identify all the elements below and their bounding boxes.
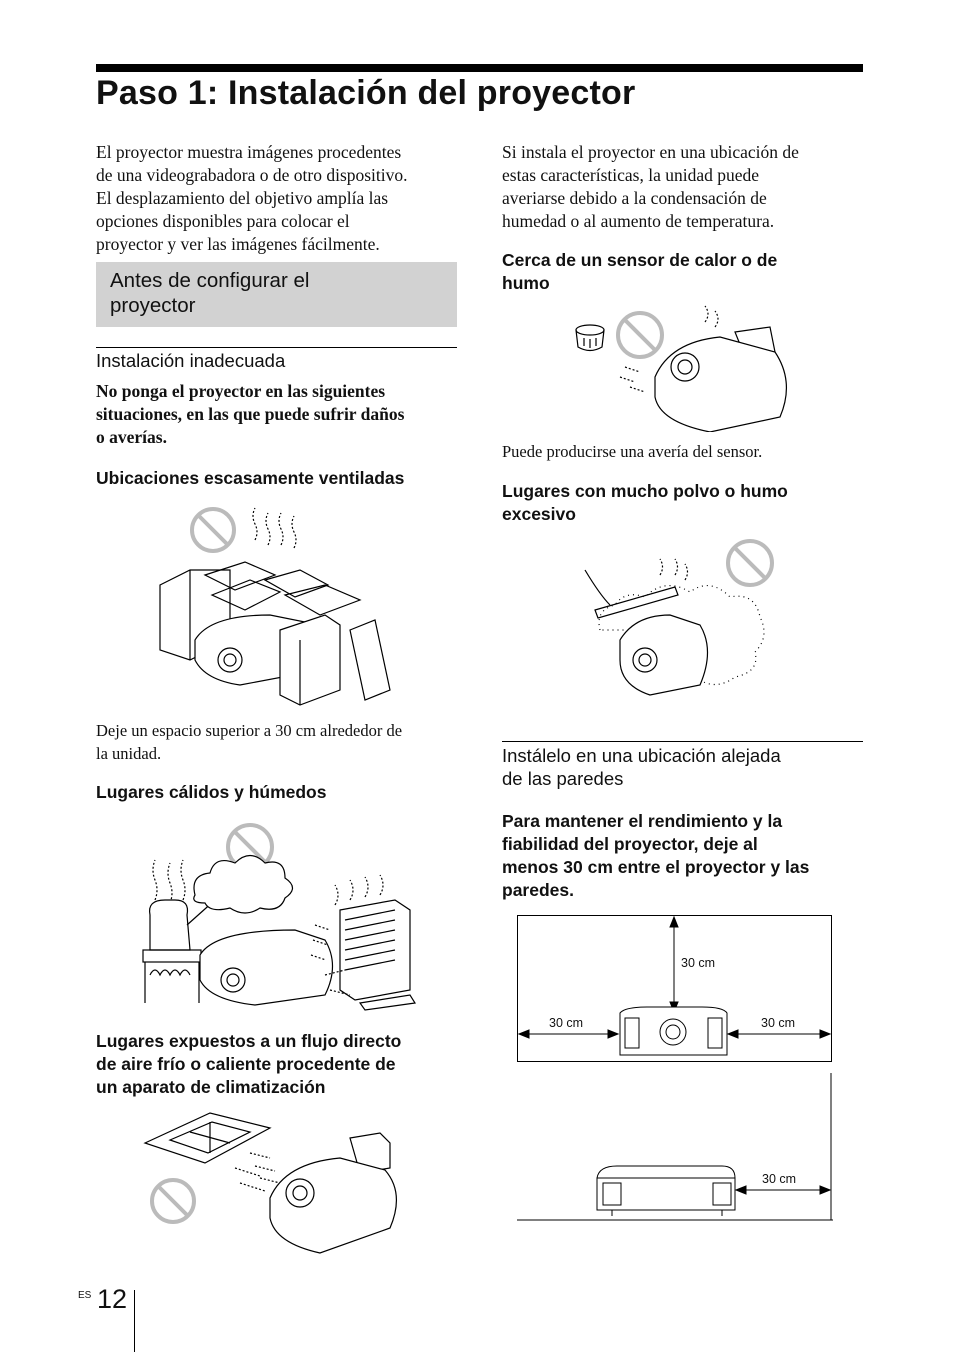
heading-line: de aire frío o caliente procedente de [96, 1054, 396, 1074]
intro-line: El proyector muestra imágenes procedentes [96, 142, 402, 162]
intro-line: de una videograbadora o de otro dispositivo. [96, 165, 408, 185]
section-title-line: proyector [110, 294, 196, 317]
title-rule [96, 64, 863, 72]
page-language-code: ES [78, 1290, 92, 1301]
case-heading-airflow [96, 1030, 466, 1099]
illustration-ventilation [150, 500, 400, 710]
subsection-rule [502, 741, 863, 742]
intro-line: opciones disponibles para colocar el [96, 211, 350, 231]
diagram-side-view [517, 1070, 833, 1222]
label-top-clearance: 30 cm [681, 956, 716, 970]
prohibition-icon [152, 1180, 194, 1222]
heading-line: Instálelo en una ubicación alejada [502, 745, 781, 766]
label-left-clearance: 30 cm [549, 1016, 584, 1030]
intro-line: averiarse debido a la condensación de [502, 188, 767, 208]
prohibition-icon [192, 509, 234, 551]
heading-line: humo [502, 273, 550, 293]
diagram-top-view [517, 915, 833, 1065]
section-title [110, 268, 450, 318]
emphasis-line: paredes. [502, 880, 574, 900]
warning-line: No ponga el proyector en las siguientes [96, 381, 386, 401]
emphasis-line: fiabilidad del proyector, deje al [502, 834, 758, 854]
subsection-title-walls [502, 744, 872, 790]
illustration-airflow [140, 1108, 415, 1258]
heading-line: Lugares con mucho polvo o humo [502, 481, 788, 501]
subsection-title: Instalación inadecuada [96, 350, 286, 371]
left-intro [96, 141, 466, 256]
projector-front [620, 1007, 727, 1055]
warning-text [96, 380, 466, 449]
case-heading-sensor [502, 249, 872, 295]
emphasis-text [502, 810, 872, 902]
emphasis-line: Para mantener el rendimiento y la [502, 811, 783, 831]
caption-ventilation [96, 719, 466, 765]
page-number-rule [134, 1290, 135, 1352]
label-right-clearance: 30 cm [761, 1016, 796, 1030]
projector-side [597, 1166, 735, 1216]
warning-line: o averías. [96, 427, 167, 447]
heading-line: Lugares expuestos a un flujo directo [96, 1031, 402, 1051]
intro-line: Si instala el proyector en una ubicación de [502, 142, 799, 162]
case-heading-ventilation: Ubicaciones escasamente ventiladas [96, 468, 405, 488]
warning-line: situaciones, en las que puede sufrir daños [96, 404, 405, 424]
prohibition-icon [618, 313, 662, 357]
label-back-clearance: 30 cm [762, 1172, 797, 1186]
heading-line: un aparato de climatización [96, 1077, 326, 1097]
page-title: Paso 1: Instalación del proyector [96, 74, 636, 112]
case-heading-dust [502, 480, 872, 526]
case-heading-warm-humid: Lugares cálidos y húmedos [96, 782, 327, 802]
intro-line: proyector y ver las imágenes fácilmente. [96, 234, 380, 254]
heading-line: Cerca de un sensor de calor o de [502, 250, 778, 270]
prohibition-icon [728, 541, 772, 585]
intro-line: estas características, la unidad puede [502, 165, 760, 185]
emphasis-line: menos 30 cm entre el proyector y las [502, 857, 810, 877]
right-intro [502, 141, 872, 233]
section-title-line: Antes de configurar el [110, 269, 310, 292]
caption-line: la unidad. [96, 744, 162, 763]
caption-line: Deje un espacio superior a 30 cm alrededor de [96, 721, 403, 740]
caption-sensor: Puede producirse una avería del sensor. [502, 442, 763, 461]
heading-line: excesivo [502, 504, 576, 524]
heading-line: de las paredes [502, 768, 624, 789]
illustration-sensor [570, 302, 795, 432]
illustration-dust [580, 535, 790, 705]
intro-line: humedad o al aumento de temperatura. [502, 211, 775, 231]
intro-line: El desplazamiento del objetivo amplía las [96, 188, 389, 208]
illustration-warm-humid [135, 815, 420, 1015]
page-number: 12 [97, 1284, 128, 1314]
subsection-rule [96, 347, 457, 348]
